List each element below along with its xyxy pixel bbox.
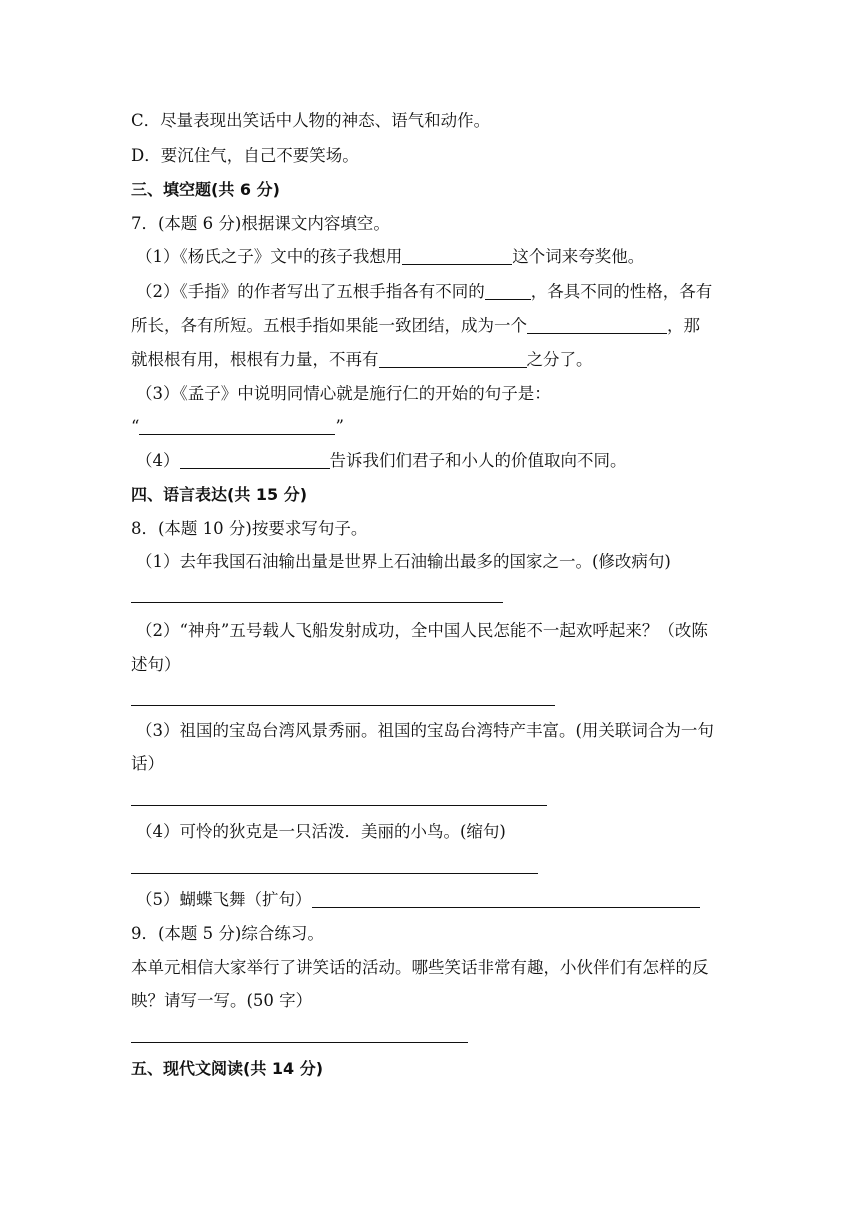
q7-2-text-c: 所长，各有所短。五根手指如果能一致团结，成为一个 [131, 316, 527, 335]
answer-line[interactable] [131, 602, 503, 603]
answer-line[interactable] [131, 1042, 468, 1043]
q7-2-text-b: ，各具不同的性格，各有 [530, 282, 713, 301]
fill-blank[interactable] [379, 351, 527, 368]
q7-2-text-d: ，那 [667, 316, 700, 335]
section-4-heading: 四、语言表达(共 15 分) [131, 485, 308, 504]
fill-blank[interactable] [180, 452, 330, 469]
question-9-line2: 映？请写一写。(50 字） [131, 991, 313, 1010]
question-8-5 [136, 889, 700, 911]
fill-blank[interactable] [139, 418, 335, 435]
open-quote: “ [131, 417, 140, 436]
fill-blank[interactable] [312, 891, 700, 908]
fill-blank[interactable] [527, 317, 667, 334]
q7-2-text-a: （2）《手指》的作者写出了五根手指各有不同的 [136, 282, 485, 301]
fill-blank[interactable] [402, 248, 512, 265]
question-7: 7．(本题 6 分)根据课文内容填空。 [131, 214, 390, 233]
answer-line[interactable] [131, 873, 538, 874]
question-9: 9．(本题 5 分)综合练习。 [131, 924, 324, 943]
question-8-3-line1: （3）祖国的宝岛台湾风景秀丽。祖国的宝岛台湾特产丰富。(用关联词合为一句 [136, 721, 714, 740]
question-8-1: （1）去年我国石油输出量是世界上石油输出最多的国家之一。(修改病句) [136, 552, 671, 571]
question-7-2-line2 [131, 315, 700, 337]
q8-5-text: （5）蝴蝶飞舞（扩句） [136, 890, 312, 909]
answer-line[interactable] [131, 705, 555, 706]
question-8: 8．(本题 10 分)按要求写句子。 [131, 519, 368, 538]
question-7-4 [136, 450, 627, 472]
answer-line[interactable] [131, 805, 547, 806]
q7-2-text-e: 就根根有用，根根有力量，不再有 [131, 350, 379, 369]
question-8-4: （4）可怜的狄克是一只活泼．美丽的小鸟。(缩句) [136, 822, 506, 841]
question-8-3-line2: 话） [131, 754, 164, 773]
question-8-2-line1: （2）“神舟”五号载人飞船发射成功，全中国人民怎能不一起欢呼起来？（改陈 [136, 621, 708, 640]
option-d: D．要沉住气，自己不要笑场。 [131, 146, 359, 165]
option-c: C．尽量表现出笑话中人物的神态、语气和动作。 [131, 111, 491, 130]
q7-1-text-b: 这个词来夸奖他。 [512, 247, 645, 266]
q7-2-text-f: 之分了。 [526, 350, 593, 369]
question-9-line1: 本单元相信大家举行了讲笑话的活动。哪些笑话非常有趣，小伙伴们有怎样的反 [131, 958, 709, 977]
question-7-3-answer [131, 416, 344, 438]
fill-blank[interactable] [485, 283, 531, 300]
question-8-2-line2: 述句） [131, 655, 181, 674]
q7-4-text-b: 告诉我们们君子和小人的价值取向不同。 [329, 451, 627, 470]
q7-4-text-a: （4） [136, 451, 180, 470]
section-5-heading: 五、现代文阅读(共 14 分) [131, 1059, 324, 1078]
question-7-2-line3 [131, 349, 593, 371]
question-7-3: （3）《孟子》中说明同情心就是施行仁的开始的句子是： [136, 384, 551, 403]
section-3-heading: 三、填空题(共 6 分) [131, 180, 280, 199]
q7-1-text-a: （1）《杨氏之子》文中的孩子我想用 [136, 247, 403, 266]
question-7-2-line1 [136, 281, 712, 303]
question-7-1 [136, 246, 644, 268]
close-quote: ” [335, 417, 344, 436]
